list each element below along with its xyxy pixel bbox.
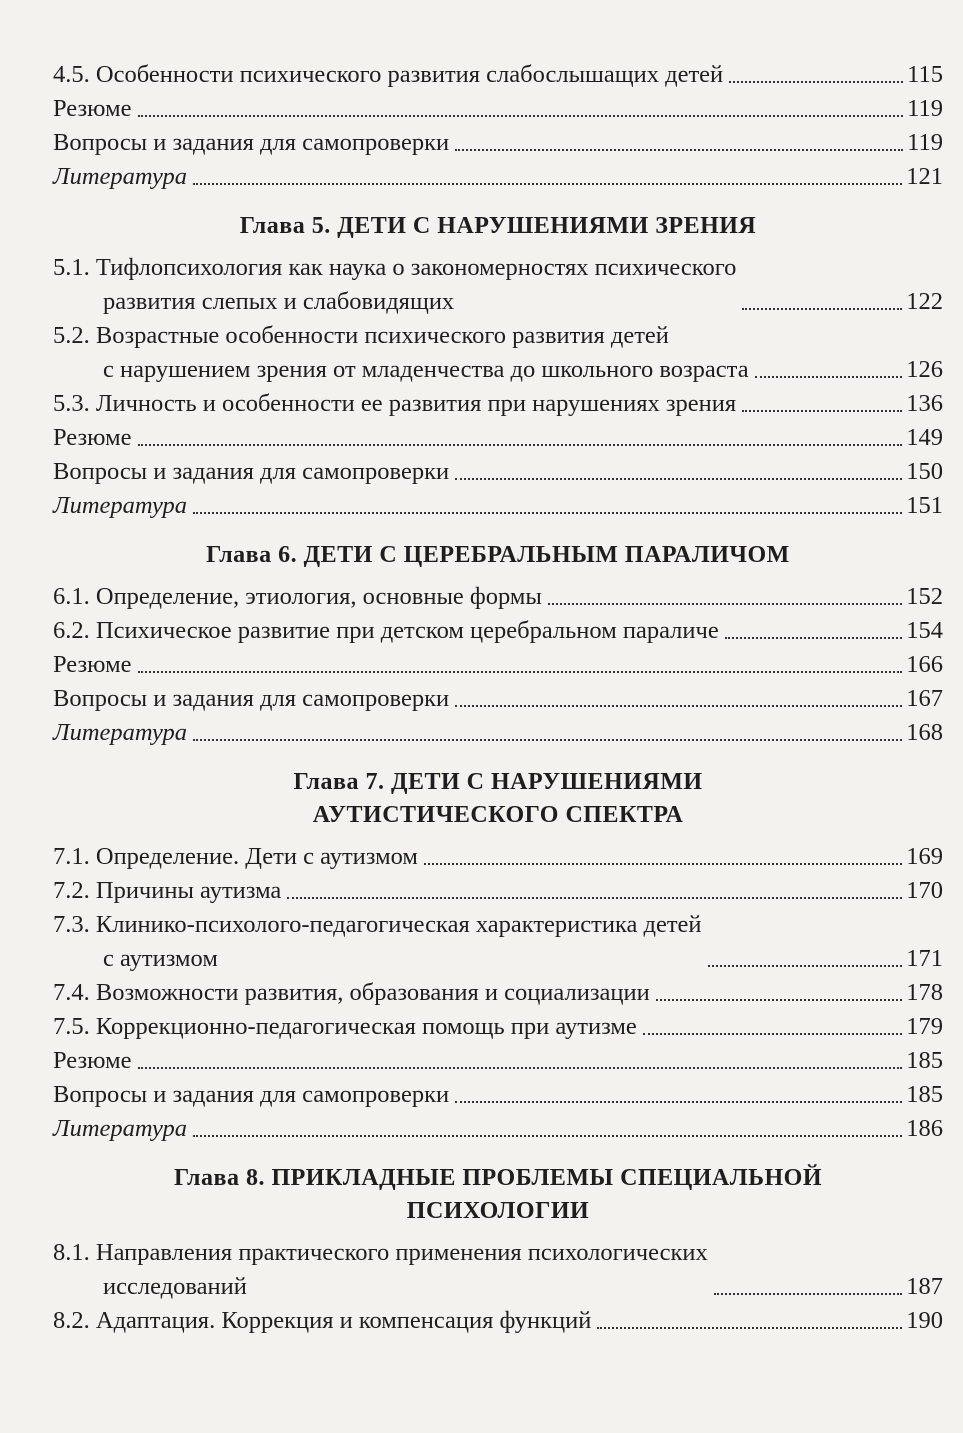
toc-entry-title-line: 5.2. Возрастные особенности психического развития детей	[53, 322, 669, 349]
toc-page-number: 126	[906, 356, 943, 383]
toc-entry-title	[53, 1010, 637, 1044]
dot-leader	[138, 1067, 903, 1069]
chapter-heading	[53, 210, 943, 243]
toc-entry-title	[53, 1304, 591, 1338]
toc-entry	[53, 682, 943, 716]
toc-page-number: 167	[906, 685, 943, 712]
toc-entry-title-line: 7.2. Причины аутизма	[53, 877, 282, 904]
toc-entry-title	[53, 489, 187, 523]
toc-entry-title	[53, 1078, 449, 1112]
chapter-heading-line: АУТИСТИЧЕСКОГО СПЕКТРА	[312, 802, 684, 828]
toc-entry-title-line: 4.5. Особенности психического развития слабослышащих детей	[53, 61, 724, 88]
toc-entry-title-line: 7.1. Определение. Дети с аутизмом	[53, 843, 418, 870]
toc-entry	[53, 840, 943, 874]
toc-page-number: 149	[906, 424, 943, 451]
toc-entry-title-line: 6.2. Психическое развитие при детском церебральном параличе	[53, 617, 719, 644]
toc-page-number: 119	[907, 95, 943, 122]
chapter-heading	[53, 1162, 943, 1228]
toc-entry-title-continuation: с аутизмом	[103, 945, 218, 972]
toc-entry	[53, 92, 943, 126]
toc-entry	[53, 421, 943, 455]
chapter-heading-line: Глава 8. ПРИКЛАДНЫЕ ПРОБЛЕМЫ СПЕЦИАЛЬНОЙ	[173, 1165, 823, 1191]
toc-entry-title	[53, 1112, 187, 1146]
dot-leader	[708, 965, 903, 967]
toc-entry-title-continuation: исследований	[103, 1273, 247, 1300]
dot-leader	[643, 1033, 902, 1035]
toc-entry-title-line: 7.5. Коррекционно-педагогическая помощь при аутизме	[53, 1013, 637, 1040]
toc-entry	[53, 126, 943, 160]
toc-page-number: 119	[907, 129, 943, 156]
toc-entry	[53, 58, 943, 92]
toc-entry-title	[53, 1044, 132, 1078]
toc-page-number: 186	[906, 1115, 943, 1142]
toc-page-number: 190	[906, 1307, 943, 1334]
dot-leader	[138, 115, 904, 117]
toc-entry-title-line: Литература	[53, 719, 188, 746]
dot-leader	[455, 1101, 902, 1103]
toc-entry	[53, 716, 943, 750]
toc-entry-title-line: 8.1. Направления практического применения психологических	[53, 1239, 708, 1266]
toc-entry-title-line: 7.3. Клинико-психолого-педагогическая характеристика детей	[53, 911, 702, 938]
dot-leader	[193, 183, 902, 185]
toc-entry-title-line: Вопросы и задания для самопроверки	[53, 129, 450, 156]
toc-page-number: 185	[906, 1081, 943, 1108]
dot-leader	[193, 1135, 902, 1137]
toc-entry-title	[53, 1236, 708, 1304]
toc-entry	[53, 1010, 943, 1044]
toc-entry-title	[53, 421, 132, 455]
toc-entry-title-line: 5.3. Личность и особенности ее развития при нарушениях зрения	[53, 390, 737, 417]
table-of-contents	[53, 58, 943, 1338]
dot-leader	[138, 444, 903, 446]
toc-entry-title-line: Вопросы и задания для самопроверки	[53, 1081, 450, 1108]
dot-leader	[725, 637, 903, 639]
dot-leader	[729, 81, 903, 83]
toc-page-number: 115	[907, 61, 943, 88]
toc-entry-title	[53, 387, 736, 421]
toc-entry-title	[53, 682, 449, 716]
toc-entry	[53, 489, 943, 523]
chapter-heading-line: Глава 6. ДЕТИ С ЦЕРЕБРАЛЬНЫМ ПАРАЛИЧОМ	[206, 542, 790, 568]
toc-entry	[53, 387, 943, 421]
toc-page-number: 171	[906, 945, 943, 972]
toc-page-number: 152	[906, 583, 943, 610]
toc-entry	[53, 160, 943, 194]
toc-entry-title	[53, 976, 650, 1010]
dot-leader	[138, 671, 903, 673]
toc-entry-title-line: Резюме	[53, 424, 132, 451]
chapter-heading-line: ПСИХОЛОГИИ	[406, 1198, 590, 1224]
toc-page-number: 179	[906, 1013, 943, 1040]
toc-page-number: 150	[906, 458, 943, 485]
toc-entry	[53, 648, 943, 682]
toc-entry-title	[53, 126, 449, 160]
toc-entry-title-line: Литература	[53, 1115, 188, 1142]
toc-page-number: 168	[906, 719, 943, 746]
dot-leader	[287, 897, 902, 899]
toc-page-number: 136	[906, 390, 943, 417]
toc-entry-title	[53, 251, 736, 319]
chapter-heading	[53, 766, 943, 832]
chapter-heading-line: Глава 5. ДЕТИ С НАРУШЕНИЯМИ ЗРЕНИЯ	[239, 213, 757, 239]
toc-entry	[53, 976, 943, 1010]
dot-leader	[455, 478, 902, 480]
toc-page-number: 178	[906, 979, 943, 1006]
toc-entry-title-line: Литература	[53, 163, 188, 190]
toc-entry-title-continuation: с нарушением зрения от младенчества до школьного возраста	[103, 356, 749, 383]
toc-page-number: 170	[906, 877, 943, 904]
toc-entry-title-line: Вопросы и задания для самопроверки	[53, 458, 450, 485]
toc-page-number: 187	[906, 1273, 943, 1300]
toc-entry-title-line: Резюме	[53, 651, 132, 678]
dot-leader	[714, 1293, 903, 1295]
toc-entry	[53, 1044, 943, 1078]
toc-entry-title	[53, 908, 702, 976]
dot-leader	[742, 308, 902, 310]
toc-entry	[53, 1112, 943, 1146]
toc-page-number: 121	[906, 163, 943, 190]
toc-page-number: 185	[906, 1047, 943, 1074]
toc-entry	[53, 319, 943, 387]
toc-page-number: 122	[906, 288, 943, 315]
toc-entry-title	[53, 648, 132, 682]
toc-entry	[53, 614, 943, 648]
toc-entry-title	[53, 319, 749, 387]
toc-entry-title-line: Вопросы и задания для самопроверки	[53, 685, 450, 712]
toc-page-number: 151	[906, 492, 943, 519]
toc-entry	[53, 1236, 943, 1304]
chapter-heading-line: Глава 7. ДЕТИ С НАРУШЕНИЯМИ	[293, 769, 703, 795]
toc-entry-title-line: 6.1. Определение, этиология, основные формы	[53, 583, 542, 610]
toc-page-number: 154	[906, 617, 943, 644]
toc-entry-title	[53, 58, 723, 92]
chapter-heading	[53, 539, 943, 572]
toc-entry	[53, 1078, 943, 1112]
toc-entry-title-line: 8.2. Адаптация. Коррекция и компенсация функций	[53, 1307, 592, 1334]
dot-leader	[656, 999, 903, 1001]
toc-entry-title-line: Резюме	[53, 95, 132, 122]
toc-entry-title	[53, 160, 187, 194]
toc-entry	[53, 455, 943, 489]
dot-leader	[455, 705, 902, 707]
dot-leader	[193, 739, 902, 741]
toc-entry	[53, 908, 943, 976]
toc-entry-title	[53, 874, 281, 908]
toc-entry	[53, 874, 943, 908]
dot-leader	[597, 1327, 902, 1329]
toc-entry-title	[53, 840, 418, 874]
toc-entry-title-line: 7.4. Возможности развития, образования и социализации	[53, 979, 650, 1006]
toc-page-number: 169	[906, 843, 943, 870]
toc-entry-title-line: Резюме	[53, 1047, 132, 1074]
toc-entry-title	[53, 716, 187, 750]
dot-leader	[755, 376, 903, 378]
toc-entry	[53, 580, 943, 614]
toc-entry	[53, 1304, 943, 1338]
toc-page-number: 166	[906, 651, 943, 678]
dot-leader	[548, 603, 902, 605]
dot-leader	[742, 410, 902, 412]
toc-entry	[53, 251, 943, 319]
dot-leader	[455, 149, 903, 151]
toc-entry-title	[53, 455, 449, 489]
toc-entry-title	[53, 92, 132, 126]
toc-entry-title-line: 5.1. Тифлопсихология как наука о закономерностях психического	[53, 254, 737, 281]
dot-leader	[193, 512, 902, 514]
dot-leader	[424, 863, 902, 865]
toc-entry-title-continuation: развития слепых и слабовидящих	[103, 288, 455, 315]
toc-entry-title	[53, 580, 542, 614]
toc-entry-title	[53, 614, 719, 648]
toc-entry-title-line: Литература	[53, 492, 188, 519]
